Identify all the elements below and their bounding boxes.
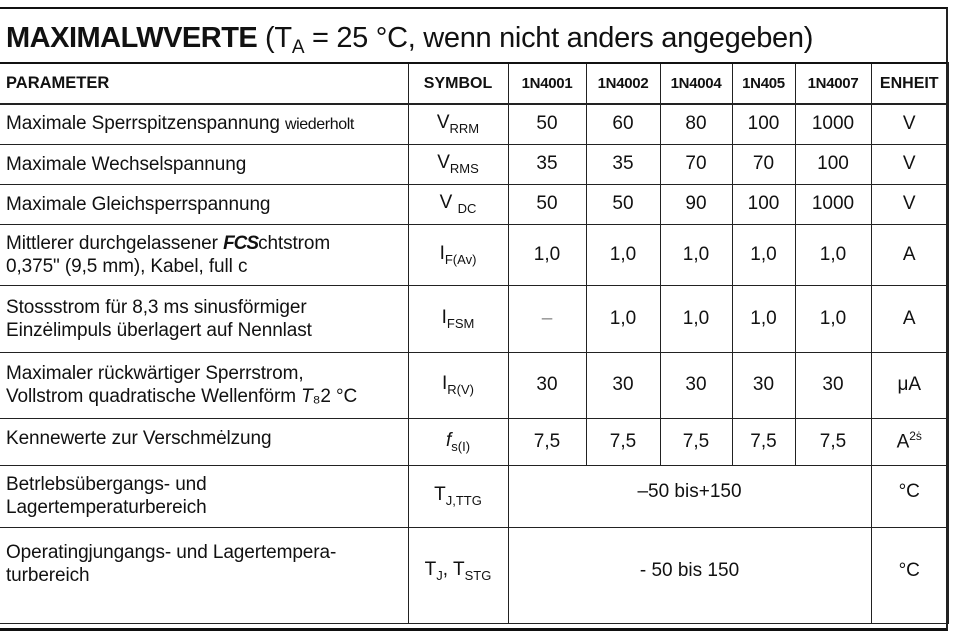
param-text-line2: turbereich — [6, 564, 90, 586]
value-cell: 7,5 — [660, 418, 732, 465]
param-text-line2: Vollstrom quadratische Wellenförm — [6, 386, 302, 407]
symbol: I — [441, 306, 447, 328]
header-device-1n4002: 1N4002 — [586, 63, 660, 104]
unit-cell: °C — [871, 527, 948, 623]
header-symbol: SYMBOL — [408, 63, 508, 104]
value-cell: 50 — [508, 104, 586, 144]
symbol-sub: s(I) — [451, 438, 471, 454]
unit-cell: V — [871, 104, 948, 144]
value-cell: 35 — [586, 144, 660, 184]
param-text-bold: FCS — [223, 232, 259, 254]
unit-cell: °C — [871, 465, 948, 527]
symbol-sub: J,TTG — [445, 493, 482, 508]
symbol: I — [439, 242, 445, 264]
value-cell: 1,0 — [732, 224, 795, 285]
symbol-sub: DC — [457, 201, 477, 216]
value-cell: 50 — [508, 184, 586, 224]
param-text-line2: Lagertemperaturbereich — [6, 497, 207, 518]
value-cell: 70 — [660, 144, 732, 184]
value-cell: 30 — [732, 352, 795, 418]
value-cell: 1,0 — [508, 224, 586, 285]
table-row — [0, 144, 948, 184]
title-bold: MAXIMALWVERTE — [6, 22, 258, 54]
symbol: f — [445, 429, 452, 451]
unit-cell: V — [871, 184, 948, 224]
header-unit: ENHEIT — [871, 63, 948, 104]
value-cell: 90 — [660, 184, 732, 224]
symbol-sub: J — [436, 568, 443, 583]
symbol-2: , T — [442, 559, 465, 580]
value-cell: 50 — [586, 184, 660, 224]
param-text: Maximale Sperrspitzenspannung — [6, 113, 285, 135]
unit-cell: A — [871, 285, 948, 352]
table-row — [0, 224, 948, 285]
symbol-2-sub: STG — [464, 568, 492, 583]
symbol-cell — [408, 184, 508, 224]
param-text: chtstrom — [258, 232, 331, 254]
param-cell — [0, 527, 408, 623]
symbol-cell — [408, 224, 508, 285]
table-row — [0, 352, 948, 418]
value-range-cell: - 50 bis 150 — [508, 527, 871, 623]
title-condition-suffix: = 25 °C, wenn nicht anders angegeben) — [304, 22, 814, 54]
param-text: Betrlebsübergangs- und — [6, 474, 207, 495]
header-parameter: PARAMETER — [0, 63, 408, 104]
value-cell: – — [508, 285, 586, 352]
table-row — [0, 418, 948, 465]
value-cell: 30 — [795, 352, 871, 418]
value-cell: 60 — [586, 104, 660, 144]
header-device-1n405: 1N405 — [732, 63, 795, 104]
unit-cell: A — [871, 224, 948, 285]
param-text-line2-suffix: ₈2 °C — [312, 386, 358, 407]
value-cell: 1,0 — [586, 224, 660, 285]
table-row — [0, 104, 948, 144]
param-cell: Kennewerte zur Verschmėlzung — [0, 418, 408, 465]
unit-cell: μA — [871, 352, 948, 418]
param-cell — [0, 465, 408, 527]
param-cell: Maximale Wechselspannung — [0, 144, 408, 184]
symbol-sub: RRM — [449, 121, 480, 137]
unit-main: A — [896, 431, 910, 453]
value-cell: 100 — [732, 184, 795, 224]
value-cell: 100 — [732, 104, 795, 144]
unit-cell — [871, 418, 948, 465]
table-row — [0, 465, 948, 527]
title-condition-prefix: (T — [265, 22, 292, 54]
header-device-1n4004: 1N4004 — [660, 63, 732, 104]
param-cell — [0, 224, 408, 285]
value-cell: 7,5 — [508, 418, 586, 465]
symbol: T — [434, 484, 446, 505]
param-text: Stossstrom für 8,3 ms sinusförmiger — [6, 296, 307, 318]
title-condition-sub: A — [291, 37, 305, 58]
symbol-cell — [408, 352, 508, 418]
symbol-sub: RMS — [449, 161, 479, 176]
value-cell: 7,5 — [795, 418, 871, 465]
unit-cell: V — [871, 144, 948, 184]
value-cell: 7,5 — [732, 418, 795, 465]
symbol: I — [442, 373, 448, 394]
symbol-cell — [408, 285, 508, 352]
symbol-cell — [408, 144, 508, 184]
param-text-small: wiederholt — [285, 116, 354, 134]
param-text-line2: 0,375" (9,5 mm), Kabel, full c — [6, 255, 248, 277]
param-text: Operatingjungangs- und Lagertempera- — [6, 541, 337, 563]
value-cell: 1,0 — [660, 224, 732, 285]
param-cell — [0, 104, 408, 144]
value-cell: 35 — [508, 144, 586, 184]
symbol-sub: F(Av) — [444, 251, 477, 267]
param-cell: Maximale Gleichsperrspannung — [0, 184, 408, 224]
value-cell: 100 — [795, 144, 871, 184]
symbol: V — [437, 152, 450, 173]
param-cell — [0, 352, 408, 418]
symbol-sub: R(V) — [447, 382, 474, 397]
symbol-sub: FSM — [446, 315, 475, 331]
unit-sup: 2ṡ — [909, 429, 922, 444]
value-cell: 1,0 — [795, 285, 871, 352]
value-cell: 1,0 — [660, 285, 732, 352]
symbol: T — [424, 559, 437, 580]
max-ratings-table — [0, 62, 949, 624]
value-cell: 1000 — [795, 104, 871, 144]
symbol-cell — [408, 418, 508, 465]
param-text-line2: Einzėlimpuls überlagert auf Nennlast — [6, 319, 312, 341]
value-cell: 30 — [660, 352, 732, 418]
value-cell: 70 — [732, 144, 795, 184]
symbol: V — [436, 112, 450, 134]
header-device-1n4007: 1N4007 — [795, 63, 871, 104]
symbol-cell — [408, 104, 508, 144]
param-text-italic: T — [301, 386, 313, 407]
value-cell: 30 — [508, 352, 586, 418]
table-row — [0, 527, 948, 623]
symbol-cell — [408, 465, 508, 527]
value-cell: 1,0 — [732, 285, 795, 352]
value-cell: 7,5 — [586, 418, 660, 465]
symbol-cell — [408, 527, 508, 623]
header-row — [0, 63, 948, 104]
table-row — [0, 285, 948, 352]
param-cell — [0, 285, 408, 352]
value-cell: 30 — [586, 352, 660, 418]
symbol: V — [439, 192, 458, 213]
value-cell: 80 — [660, 104, 732, 144]
value-range-cell: –50 bis+150 — [508, 465, 871, 527]
header-device-1n4001: 1N4001 — [508, 63, 586, 104]
table-row — [0, 184, 948, 224]
param-text: Mittlerer durchgelassener — [6, 232, 224, 254]
param-text: Maximaler rückwärtiger Sperrstrom, — [6, 363, 304, 384]
value-cell: 1,0 — [586, 285, 660, 352]
value-cell: 1000 — [795, 184, 871, 224]
page-title — [6, 22, 813, 59]
value-cell: 1,0 — [795, 224, 871, 285]
